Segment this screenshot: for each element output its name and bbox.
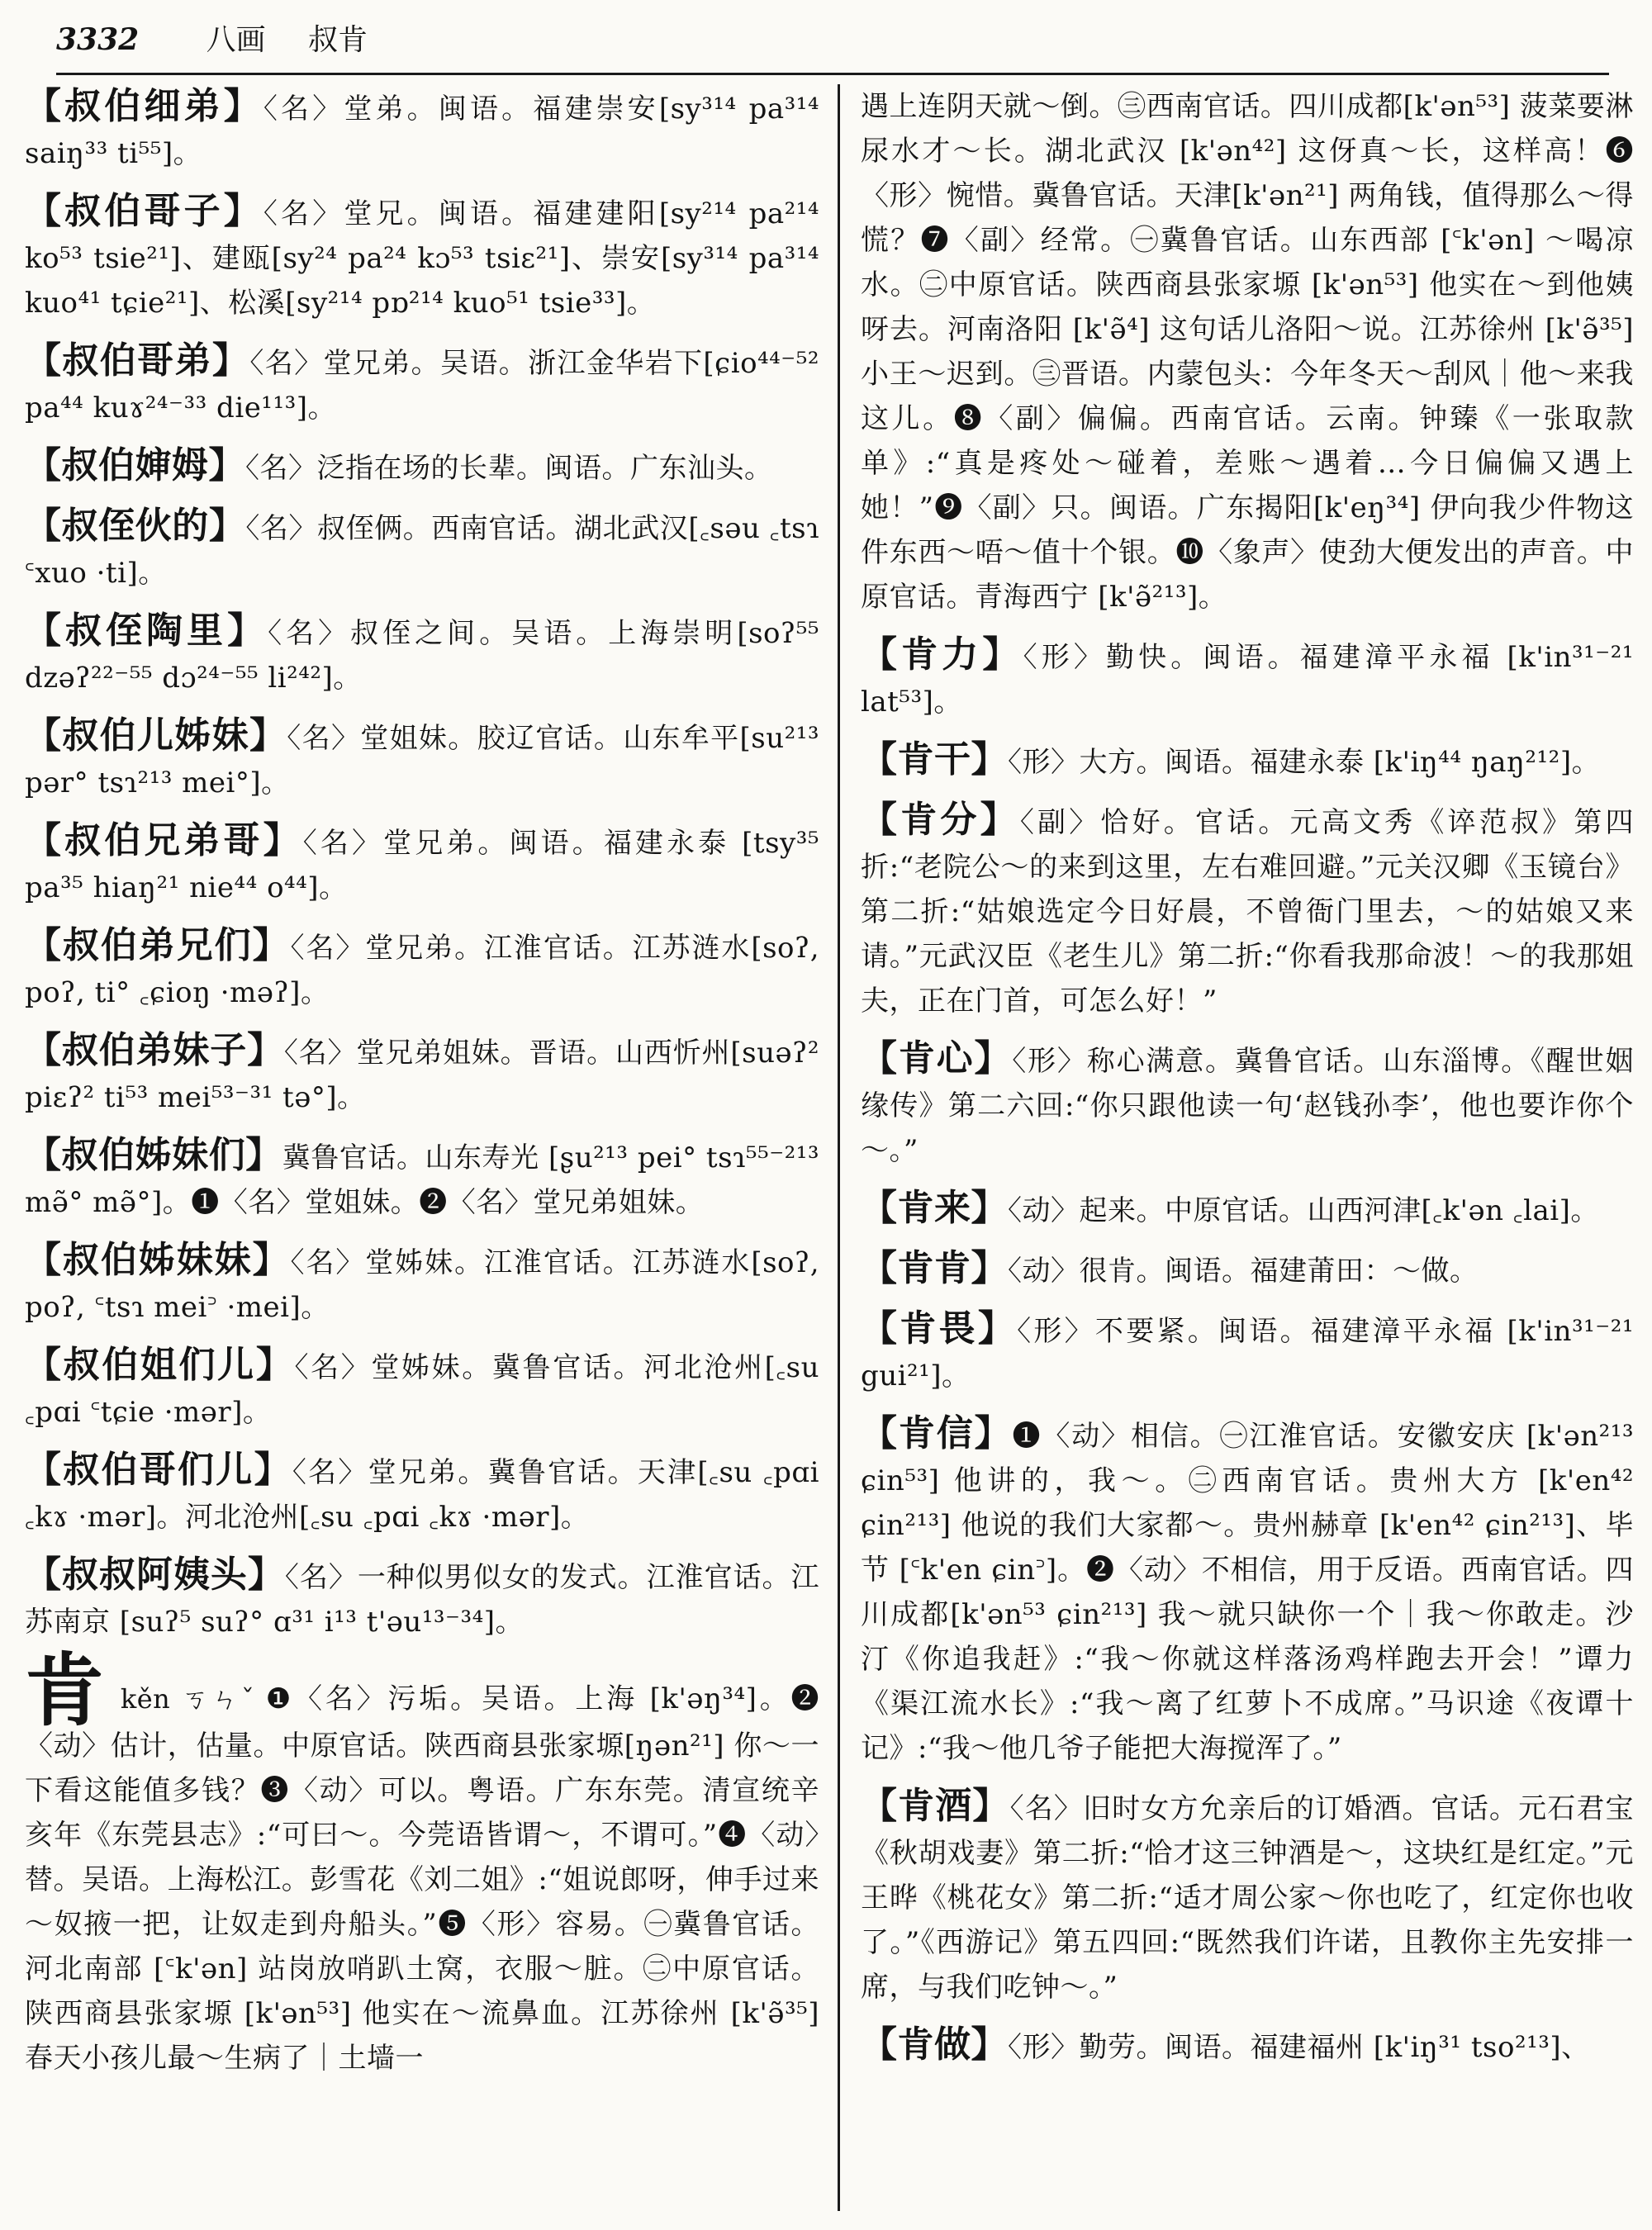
entry-headword: 【 叔叔阿姨头 】 — [25, 1554, 285, 1596]
entry-body: 〈名〉堂姊妹。江淮官话。江苏涟水[soʔ, poʔ, ꜂tsɿ mei꜄ ·mei]。 — [25, 1246, 819, 1324]
entry-body: 〈副〉恰好。官话。元高文秀《谇范叔》第四折:“老院公～的来到这里，左右难回避。”元关汉卿《玉镜台》第二折:“姑娘选定今日好晨，不曾衙门里去，～的姑娘又来请。”元武汉臣《老生儿》第二折:“你看我那命波！～的我那姐夫，正在门首，可怎么好！” — [861, 806, 1634, 1018]
entry-body: 〈动〉很肯。闽语。福建莆田：～做。 — [1008, 1255, 1479, 1288]
dictionary-entry — [25, 714, 819, 805]
entry-headword: 【 叔伯哥们儿 】 — [25, 1449, 292, 1491]
entry-headword: 【 叔伯弟兄们 】 — [25, 924, 291, 966]
entry-headword: 【 肯力 】 — [861, 633, 1023, 676]
dictionary-entry — [25, 1238, 819, 1330]
entry-headword: 【 叔伯哥弟 】 — [25, 339, 249, 382]
dictionary-entry — [861, 1307, 1634, 1398]
dictionary-entry — [25, 609, 819, 700]
dictionary-entry — [861, 738, 1634, 785]
entry-headword: 【 叔伯兄弟哥 】 — [25, 819, 303, 861]
dictionary-entry — [861, 1246, 1634, 1293]
entry-headword: 【 肯干 】 — [861, 738, 1008, 780]
entry-head-character: 肯 — [25, 1644, 107, 1737]
entry-headword: 【 叔侄陶里 】 — [25, 610, 268, 652]
dictionary-entry — [861, 798, 1634, 1023]
entry-headword: 【 叔伯婶姆 】 — [25, 444, 245, 486]
entry-body: 〈名〉一种似男似女的发式。江淮官话。江苏南京 [suʔ⁵ suʔ° ɑ³¹ i¹³ t'əu¹³⁻³⁴]。 — [25, 1561, 819, 1639]
entry-body: 〈名〉堂弟。闽语。福建崇安[sy³¹⁴ pa³¹⁴ saiŋ³³ ti⁵⁵]。 — [25, 93, 819, 170]
page-number: 3332 — [56, 22, 140, 57]
entry-body: 〈名〉堂兄。闽语。福建建阳[sy²¹⁴ pa²¹⁴ ko⁵³ tsie²¹]、建瓯[sy²⁴ pa²⁴ kɔ⁵³ tsiɛ²¹]、崇安[sy³¹⁴ pa³¹⁴ kuo⁴¹ tɕie²¹]、松溪[sy²¹⁴ pɒ²¹⁴ kuo⁵¹ tsie³³]。 — [25, 197, 819, 320]
dictionary-entry — [25, 818, 819, 910]
entry-body: 〈名〉堂兄弟。吴语。浙江金华岩下[ɕio⁴⁴⁻⁵² pa⁴⁴ kuɤ²⁴⁻³³ die¹¹³]。 — [25, 347, 819, 425]
dictionary-entry — [25, 1448, 819, 1540]
entry-body: 〈名〉叔侄之间。吴语。上海崇明[soʔ⁵⁵ dzəʔ²²⁻⁵⁵ dɔ²⁴⁻⁵⁵ li²⁴²]。 — [25, 617, 819, 695]
entry-body: 冀鲁官话。山东寿光 [ʂu²¹³ pei° tsɿ⁵⁵⁻²¹³ mə̃° mə̃°]。❶〈名〉堂姐妹。❷〈名〉堂兄弟姐妹。 — [25, 1141, 819, 1219]
dictionary-entry — [861, 1412, 1634, 1771]
entry-body: 〈名〉旧时女方允亲后的订婚酒。官话。元石君宝《秋胡戏妻》第二折:“恰才这三钟酒是～，这块红是红定。”元王晔《桃花女》第二折:“适才周公家～你也吃了，红定你也收了。”《西游记》第五四回:“既然我们许诺，且教你主先安排一席，与我们吃钟～。” — [861, 1792, 1634, 2004]
entry-body: 〈形〉大方。闽语。福建永泰 [k'iŋ⁴⁴ ŋaŋ²¹²]。 — [1008, 746, 1601, 779]
left-column — [25, 84, 819, 2215]
entry-headword: 【 叔伯哥子 】 — [25, 190, 263, 232]
entry-body: 〈动〉起来。中原官话。山西河津[꜀k'ən ꜀lai]。 — [1008, 1194, 1599, 1227]
dictionary-entry — [25, 1553, 819, 1644]
entry-headword: 【 肯肯 】 — [861, 1247, 1008, 1289]
page-header — [56, 15, 1609, 75]
entry-body: 〈名〉泛指在场的长辈。闽语。广东汕头。 — [245, 452, 773, 485]
entry-headword: 【 叔伯姊妹们 】 — [25, 1134, 282, 1176]
header-characters: 叔肯 — [308, 23, 368, 57]
entry-headword: 【 叔伯细弟 】 — [25, 85, 263, 127]
entry-body: 〈名〉堂兄弟姐妹。晋语。山西忻州[suəʔ² piɛʔ² ti⁵³ mei⁵³⁻³¹ tə°]。 — [25, 1037, 819, 1114]
right-column — [861, 84, 1634, 2215]
entry-body: 〈名〉叔侄俩。西南官话。湖北武汉[꜀səu ꜀tsɿ ꜂xuo ·ti]。 — [25, 512, 819, 590]
entry-headword: 【 叔伯儿姊妹 】 — [25, 714, 287, 757]
entry-headword: 【 叔伯姊妹妹 】 — [25, 1239, 291, 1281]
entry-body: 〈形〉勤劳。闽语。福建福州 [k'iŋ³¹ tso²¹³]、 — [1008, 2031, 1590, 2064]
dictionary-entry — [861, 1037, 1634, 1173]
dictionary-entry — [25, 504, 819, 595]
entry-body: 〈名〉堂姊妹。冀鲁官话。河北沧州[꜀su ꜀pɑi ꜂tɕie ·mər]。 — [25, 1351, 819, 1429]
entry-headword: 【 肯心 】 — [861, 1037, 1012, 1079]
entry-pinyin: kěn ㄎㄣˇ — [120, 1683, 258, 1715]
entry-headword: 【 叔伯姐们儿 】 — [25, 1344, 294, 1386]
entry-headword: 【 肯做 】 — [861, 2024, 1008, 2066]
entry-headword: 【 肯来 】 — [861, 1187, 1008, 1229]
entry-body: 〈名〉堂兄弟。闽语。福建永泰 [tsy³⁵ pa³⁵ hiaŋ²¹ nie⁴⁴ o⁴⁴]。 — [25, 827, 819, 904]
dictionary-entry — [25, 1133, 819, 1225]
dictionary-entry — [861, 2023, 1634, 2070]
entry-body: ❶〈名〉污垢。吴语。上海 [k'əŋ³⁴]。❷〈动〉估计，估量。中原官话。陕西商县张家塬[ŋən²¹] 你～一下看这能值多钱？❸〈动〉可以。粤语。广东东莞。清宣统辛亥年《东莞县志》:“可曰～。今莞语皆谓～，不谓可。”❹〈动〉替。吴语。上海松江。彭雪花《刘二姐》:“姐说郎呀，伸手过来～奴掖一把，让奴走到舟船头。”❺〈形〉容易。㊀冀鲁官话。河北南部 [꜂k'ən] 站岗放哨趴土窝，衣服～脏。㊁中原官话。陕西商县张家塬 [k'ən⁵³] 他实在～流鼻血。江苏徐州 [k'ə̃³⁵] 春天小孩儿最～生病了｜土墙一 — [25, 1682, 819, 2075]
entry-body: 〈名〉堂姐妹。胶辽官话。山东牟平[su²¹³ pər° tsɿ²¹³ mei°]。 — [25, 722, 819, 799]
dictionary-entry — [25, 339, 819, 430]
dictionary-entry — [25, 1343, 819, 1435]
entry-continuation — [861, 84, 1634, 619]
entry-body: 〈名〉堂兄弟。冀鲁官话。天津[꜀su ꜀pɑi ꜀kɤ ·mər]。河北沧州[꜀su ꜀pɑi ꜀kɤ ·mər]。 — [25, 1456, 819, 1534]
entry-body: 〈名〉堂兄弟。江淮官话。江苏涟水[soʔ, poʔ, ti° ꜀ɕioŋ ·məʔ]。 — [25, 932, 819, 1009]
entry-headword: 【 肯畏 】 — [861, 1307, 1017, 1350]
entry-headword: 【 肯酒 】 — [861, 1785, 1010, 1827]
entry-body: 〈形〉称心满意。冀鲁官话。山东淄博。《醒世姻缘传》第二六回:“你只跟他读一句‘赵钱孙李’，他也要诈你个～。” — [861, 1045, 1634, 1167]
dictionary-entry — [861, 1186, 1634, 1233]
dictionary-entry — [25, 84, 819, 176]
column-divider — [838, 84, 840, 2211]
entry-body: 遇上连阴天就～倒。㊂西南官话。四川成都[k'ən⁵³] 菠菜要淋尿水才～长。湖北武汉 [k'ən⁴²] 这伢真～长，这样高！❻〈形〉惋惜。冀鲁官话。天津[k'ən²¹] 两角钱，值得那么～得慌？❼〈副〉经常。㊀冀鲁官话。山东西部 [꜂k'ən] ～喝凉水。㊁中原官话。陕西商县张家塬 [k'ən⁵³] 他实在～到他姨呀去。河南洛阳 [k'ə̃⁴] 这句话儿洛阳～说。江苏徐州 [k'ə̃³⁵] 小王～迟到。㊂晋语。内蒙包头：今年冬天～刮风｜他～来我这儿。❽〈副〉偏偏。西南官话。云南。钟臻《一张取款单》:“真是疼处～碰着，差账～遇着…今日偏偏又遇上她！”❾〈副〉只。闽语。广东揭阳[k'eŋ³⁴] 伊向我少件物这件东西～唔～值十个银。❿〈象声〉使劲大便发出的声音。中原官话。青海西宁 [k'ə̃²¹³]。 — [861, 90, 1634, 614]
character-entry-ken — [25, 1644, 819, 2081]
entry-headword: 【 肯分 】 — [861, 799, 1020, 841]
entry-body: 〈形〉勤快。闽语。福建漳平永福 [k'in³¹⁻²¹ lat⁵³]。 — [861, 641, 1634, 719]
dictionary-entry — [25, 923, 819, 1015]
entry-body: ❶〈动〉相信。㊀江淮官话。安徽安庆 [k'ən²¹³ ɕin⁵³] 他讲的，我～。㊁西南官话。贵州大方 [k'en⁴² ɕin²¹³] 他说的我们大家都～。贵州赫章 [k'en⁴² ɕin²¹³]、毕节 [꜂k'en ɕin꜄]。❷〈动〉不相信，用于反语。西南官话。四川成都[k'ən⁵³ ɕin²¹³] 我～就只缺你一个｜我～你敢走。沙汀《你追我赶》:“我～你就这样落汤鸡样跑去开会！”谭力《渠江流水长》:“我～离了红萝卜不成席。”马识途《夜谭十记》:“我～他几爷子能把大海搅浑了。” — [861, 1420, 1634, 1765]
entry-headword: 【 叔伯弟妹子 】 — [25, 1029, 284, 1071]
dictionary-entry — [25, 444, 819, 491]
entry-body: 〈形〉不要紧。闽语。福建漳平永福 [k'in³¹⁻²¹ gui²¹]。 — [861, 1315, 1634, 1393]
dictionary-entry — [861, 1784, 1634, 2009]
section-label: 八画 — [206, 23, 266, 57]
dictionary-entry — [25, 1028, 819, 1120]
dictionary-entry — [861, 633, 1634, 724]
dictionary-entry — [25, 189, 819, 325]
entry-headword: 【 叔侄伙的 】 — [25, 505, 245, 547]
entry-headword: 【 肯信 】 — [861, 1412, 1012, 1454]
